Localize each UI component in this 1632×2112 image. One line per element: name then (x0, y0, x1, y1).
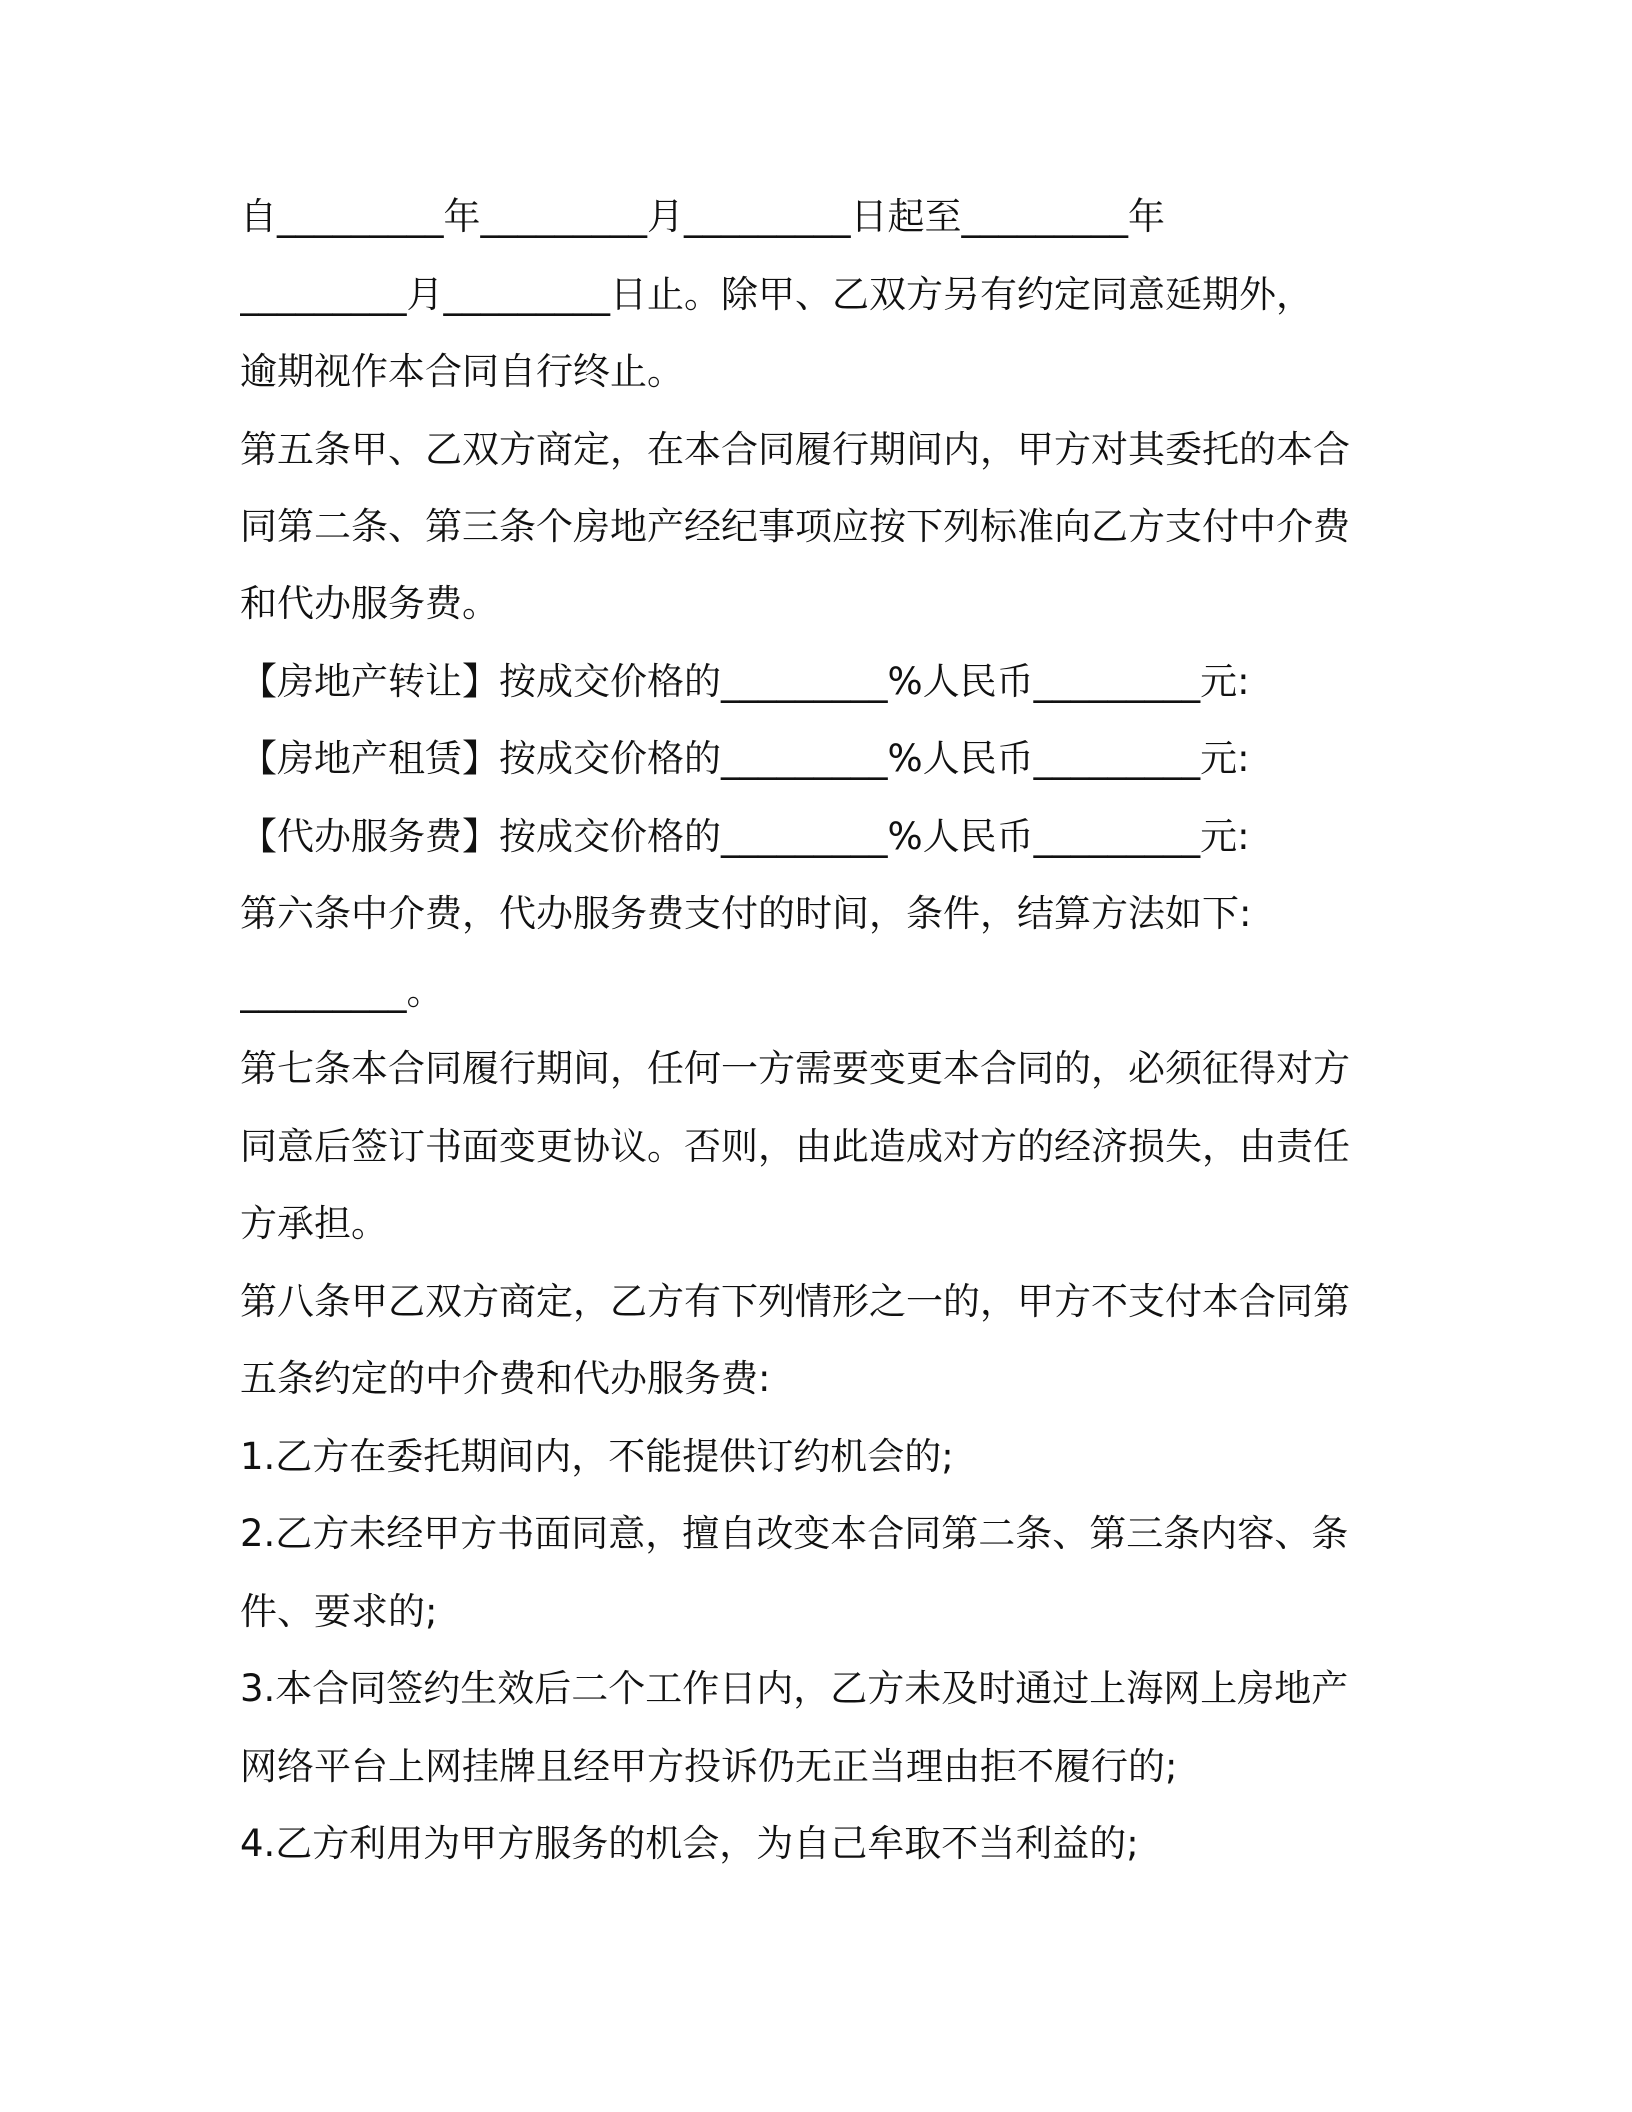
text-line-term-start: 自_________年_________月_________日起至_________年 (240, 195, 1165, 238)
text-line-article-6: 第六条中介费，代办服务费支付的时间，条件，结算方法如下: (240, 892, 1252, 935)
text-line-article-6-blank: _________。 (240, 970, 444, 1013)
text-line-article-5-cont: 同第二条、第三条个房地产经纪事项应按下列标准向乙方支付中介费 (240, 505, 1350, 548)
text-line-article-8: 第八条甲乙双方商定，乙方有下列情形之一的，甲方不支付本合同第 (240, 1280, 1350, 1323)
text-line-article-7: 第七条本合同履行期间，任何一方需要变更本合同的，必须征得对方 (240, 1047, 1350, 1090)
list-item-3: 3.本合同签约生效后二个工作日内，乙方未及时通过上海网上房地产 (240, 1667, 1349, 1710)
text-line-article-5: 第五条甲、乙双方商定，在本合同履行期间内，甲方对其委托的本合 (240, 428, 1350, 471)
text-line-fee-lease: 【房地产租赁】按成交价格的_________%人民币_________元: (240, 737, 1250, 780)
text-line-fee-transfer: 【房地产转让】按成交价格的_________%人民币_________元: (240, 660, 1250, 703)
text-line-article-7-cont: 同意后签订书面变更协议。否则，由此造成对方的经济损失，由责任 (240, 1125, 1350, 1168)
text-line-auto-termination: 逾期视作本合同自行终止。 (240, 350, 684, 393)
text-line-term-end: _________月_________日止。除甲、乙双方另有约定同意延期外， (240, 273, 1313, 316)
list-item-1: 1.乙方在委托期间内，不能提供订约机会的; (240, 1435, 954, 1478)
list-item-4: 4.乙方利用为甲方服务的机会，为自己牟取不当利益的; (240, 1822, 1139, 1865)
text-line-article-7-end: 方承担。 (240, 1202, 388, 1245)
list-item-2: 2.乙方未经甲方书面同意，擅自改变本合同第二条、第三条内容、条 (240, 1512, 1349, 1555)
list-item-2-cont: 件、要求的; (240, 1590, 438, 1633)
text-line-article-8-cont: 五条约定的中介费和代办服务费: (240, 1357, 771, 1400)
list-item-3-cont: 网络平台上网挂牌且经甲方投诉仍无正当理由拒不履行的; (240, 1745, 1178, 1788)
text-line-fee-service: 【代办服务费】按成交价格的_________%人民币_________元: (240, 815, 1250, 858)
text-line-article-5-end: 和代办服务费。 (240, 582, 499, 625)
